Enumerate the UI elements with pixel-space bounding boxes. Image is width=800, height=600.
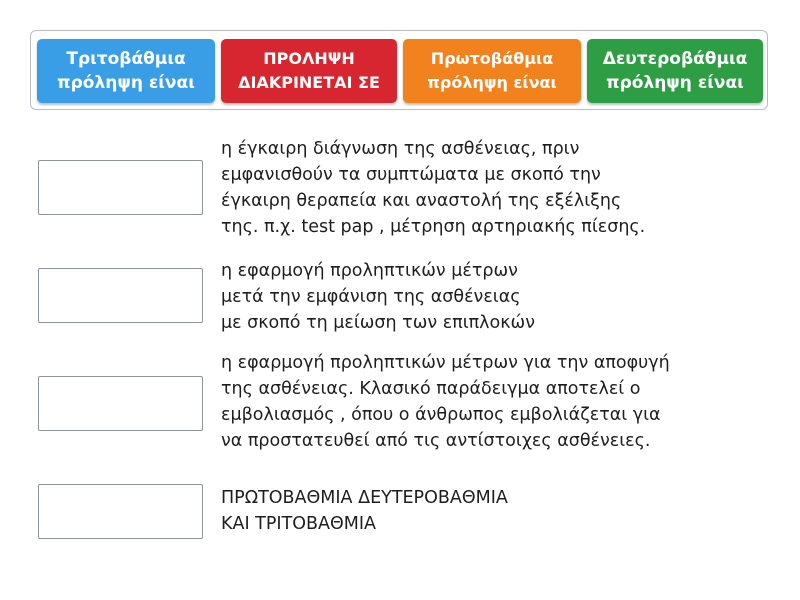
drop-zone-4[interactable] <box>38 484 203 539</box>
drop-zone-2[interactable] <box>38 268 203 323</box>
description-2: η εφαρμογή προληπτικών μέτρων μετά την εμφάνιση της ασθένειας με σκοπό τη μείωση των επιπλοκών <box>221 261 535 333</box>
description-4: ΠΡΩΤΟΒΑΘΜΙΑ ΔΕΥΤΕΡΟΒΑΘΜΙΑ ΚΑΙ ΤΡΙΤΟΒΑΘΜΙΑ <box>221 488 508 534</box>
description-3: η εφαρμογή προληπτικών μέτρων για την αποφυγή της ασθένειας. Κλασικό παράδειγμα αποτελεί ο εμβολιασμός , όπου ο άνθρωπος εμβολιάζεται για να προστατευθεί από τις αντίστοιχες ασθένειες. <box>221 353 670 451</box>
answer-tile-tray <box>30 30 768 110</box>
answer-tile-secondary[interactable]: Δευτεροβάθμια πρόληψη είναι <box>587 39 763 103</box>
answer-tile-primary[interactable]: Πρωτοβάθμια πρόληψη είναι <box>403 39 581 103</box>
description-1: η έγκαιρη διάγνωση της ασθένειας, πριν εμφανισθούν τα συμπτώματα με σκοπό την έγκαιρη θεραπεία και αναστολή της εξέλιξης της. π.χ. test pap , μέτρηση αρτηριακής πίεσης. <box>221 139 646 237</box>
answer-tile-prevention-divided[interactable]: ΠΡΟΛΗΨΗ ΔΙΑΚΡΙΝΕΤΑΙ ΣΕ <box>221 39 397 103</box>
drop-zone-3[interactable] <box>38 376 203 431</box>
drop-zone-1[interactable] <box>38 160 203 215</box>
answer-tile-tertiary[interactable]: Τριτοβάθμια πρόληψη είναι <box>37 39 215 103</box>
